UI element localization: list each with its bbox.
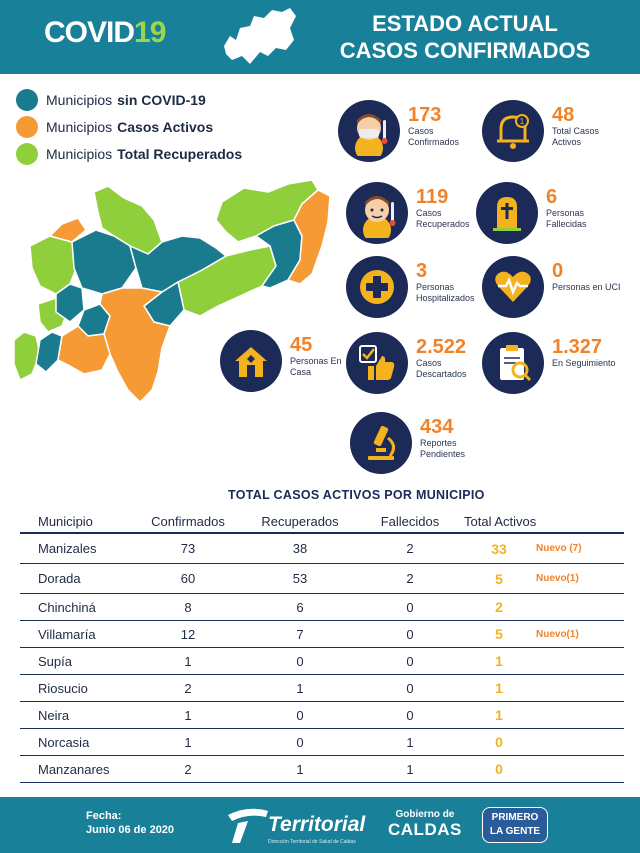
header-banner: [0, 0, 640, 74]
cell-activos: 1: [495, 707, 503, 723]
cell-nuevo: Nuevo(1): [536, 628, 579, 640]
hospitalizados-label: Personas Hospitalizados: [416, 282, 475, 303]
caldas-silhouette-icon: [220, 6, 300, 68]
descartados-value: 2.522: [416, 336, 467, 358]
legend-item-recuperados: [16, 140, 242, 167]
bell-icon: [482, 100, 544, 162]
primero-la-gente-badge: [482, 807, 548, 843]
footer-banner: [0, 797, 640, 853]
map-region-green-southwest: [14, 332, 40, 380]
cell-activos: 5: [495, 570, 503, 587]
cell-recuperados: 7: [296, 626, 304, 642]
gobierno-caldas-logo: [388, 809, 462, 840]
date-value: Junio 06 de 2020: [86, 824, 175, 836]
gobierno-line-1: Gobierno de: [395, 809, 455, 820]
seguimiento-label: En Seguimiento: [552, 358, 616, 368]
microscope-icon: [350, 412, 412, 474]
fallecidos-value: 6: [546, 186, 558, 208]
uci-label: Personas en UCI: [552, 282, 621, 292]
cell-municipio: Neira: [38, 707, 70, 723]
title-line-1: ESTADO ACTUAL: [372, 11, 558, 36]
svg-text:1: 1: [519, 117, 525, 126]
uci-value: 0: [552, 260, 564, 282]
activos-label: Total Casos Activos: [552, 126, 600, 147]
seguimiento-value: 1.327: [552, 336, 603, 358]
cell-recuperados: 1: [296, 680, 304, 696]
cell-recuperados: 0: [296, 734, 304, 750]
primero-line-1: PRIMERO: [491, 812, 539, 823]
covid19-logo: [44, 16, 165, 50]
cell-recuperados: 38: [292, 541, 308, 556]
table-row: [20, 675, 624, 702]
cell-confirmados: 2: [184, 761, 192, 777]
recuperados-value: 119: [416, 186, 449, 208]
cell-municipio: Riosucio: [38, 680, 88, 696]
fallecidos-label: Personas Fallecidas: [546, 208, 587, 229]
cell-municipio: Dorada: [38, 571, 81, 586]
cell-confirmados: 2: [184, 680, 192, 696]
patient-mask-icon: [338, 100, 400, 162]
header-confirmados: Confirmados: [151, 513, 225, 529]
header-municipio: Municipio: [38, 513, 93, 529]
cell-activos: 1: [495, 653, 503, 669]
table-title: TOTAL CASOS ACTIVOS POR MUNICIPIO: [228, 488, 485, 502]
en-casa-value: 45: [290, 334, 313, 356]
table-row: [20, 594, 624, 621]
cell-recuperados: 1: [296, 761, 304, 777]
title-line-2: CASOS CONFIRMADOS: [339, 38, 591, 63]
pendientes-label: Reportes Pendientes: [420, 438, 466, 459]
cell-activos: 0: [495, 761, 503, 777]
table-row: [20, 564, 624, 594]
cell-confirmados: 60: [180, 571, 196, 586]
cell-recuperados: 0: [296, 707, 304, 723]
tombstone-icon: [476, 182, 538, 244]
territorial-subtitle: Dirección Territorial de Salud de Caldas: [268, 839, 356, 845]
cell-activos: 5: [495, 626, 503, 642]
cell-activos: 1: [495, 680, 503, 696]
confirmados-label: Casos Confirmados: [408, 126, 460, 147]
cell-confirmados: 1: [184, 653, 192, 669]
cell-confirmados: 12: [180, 626, 196, 642]
cell-municipio: Chinchiná: [38, 599, 96, 615]
cell-confirmados: 1: [184, 707, 192, 723]
date-block: [86, 809, 174, 837]
legend-label: sin COVID-19: [117, 91, 206, 108]
cell-fallecidos: 1: [406, 761, 414, 777]
table-row: [20, 729, 624, 756]
map-legend: [16, 86, 242, 167]
cell-municipio: Manzanares: [38, 761, 110, 777]
cell-fallecidos: 0: [406, 626, 414, 642]
legend-prefix: Municipios: [46, 118, 113, 135]
territorial-logo: [226, 805, 366, 850]
legend-label: Total Recuperados: [117, 145, 243, 162]
logo-prefix: COVID: [44, 16, 135, 49]
territorial-swoosh-icon: [226, 805, 270, 845]
stat-hospitalizados: [346, 256, 486, 318]
logo-number: 19: [134, 16, 166, 49]
cell-fallecidos: 0: [406, 707, 414, 723]
table-row: [20, 756, 624, 783]
cell-confirmados: 73: [180, 541, 196, 556]
cell-activos: 33: [491, 540, 507, 557]
stat-seguimiento: [482, 332, 622, 394]
hospitalizados-value: 3: [416, 260, 428, 282]
heart-pulse-icon: [482, 256, 544, 318]
table-row: [20, 702, 624, 729]
cell-activos: 0: [495, 734, 503, 750]
header-recuperados: Recuperados: [261, 513, 339, 529]
cell-nuevo: Nuevo (7): [536, 543, 582, 554]
clipboard-search-icon: [482, 332, 544, 394]
recovered-person-icon: [346, 182, 408, 244]
cell-confirmados: 8: [184, 599, 192, 615]
stat-activos: [482, 100, 622, 162]
cell-fallecidos: 1: [406, 734, 414, 750]
cell-fallecidos: 2: [406, 541, 414, 556]
pendientes-value: 434: [420, 416, 454, 438]
stat-confirmados: [338, 100, 478, 162]
house-icon: [220, 330, 282, 392]
table-row: [20, 621, 624, 648]
medical-cross-icon: [346, 256, 408, 318]
territorial-name: Territorial: [268, 813, 366, 836]
cell-fallecidos: 0: [406, 599, 414, 615]
cell-municipio: Supía: [38, 653, 72, 669]
cell-activos: 2: [495, 599, 503, 615]
en-casa-label: Personas En Casa: [290, 356, 342, 377]
legend-label: Casos Activos: [117, 118, 214, 135]
cell-fallecidos: 2: [406, 571, 414, 586]
primero-line-2: LA GENTE: [489, 826, 541, 837]
cell-nuevo: Nuevo(1): [536, 573, 579, 584]
cell-recuperados: 0: [296, 653, 304, 669]
map-region-teal-southwest: [36, 332, 62, 372]
gobierno-line-2: CALDAS: [388, 820, 462, 839]
legend-orange-dot: [16, 116, 38, 138]
header-total-activos: Total Activos: [464, 513, 537, 529]
recuperados-label: Casos Recuperados: [416, 208, 470, 229]
stat-uci: [482, 256, 622, 318]
header-fallecidos: Fallecidos: [380, 513, 440, 529]
cell-fallecidos: 0: [406, 653, 414, 669]
stat-pendientes: [350, 412, 490, 474]
stat-recuperados: [346, 182, 486, 244]
descartados-label: Casos Descartados: [416, 358, 467, 379]
stat-fallecidos: [476, 182, 616, 244]
stat-descartados: [346, 332, 486, 394]
activos-value: 48: [552, 104, 575, 126]
legend-prefix: Municipios: [46, 91, 113, 108]
cell-recuperados: 6: [296, 599, 304, 615]
cell-recuperados: 53: [292, 571, 308, 586]
table-row: [20, 534, 624, 564]
cell-municipio: Villamaría: [38, 626, 96, 642]
cell-municipio: Manizales: [38, 541, 97, 556]
cell-confirmados: 1: [184, 734, 192, 750]
date-label: Fecha:: [86, 810, 122, 822]
table-row: [20, 648, 624, 675]
legend-prefix: Municipios: [46, 145, 113, 162]
cell-fallecidos: 0: [406, 680, 414, 696]
legend-item-casos-activos: [16, 113, 242, 140]
legend-green-dot: [16, 143, 38, 165]
table-header-row: [20, 510, 624, 534]
page-title: [300, 10, 630, 64]
legend-item-sin-covid: [16, 86, 242, 113]
cell-municipio: Norcasia: [38, 734, 90, 750]
legend-teal-dot: [16, 89, 38, 111]
confirmados-value: 173: [408, 104, 442, 126]
active-cases-table: [20, 510, 624, 783]
stat-en-casa: [220, 330, 360, 392]
thumbs-up-icon: [346, 332, 408, 394]
